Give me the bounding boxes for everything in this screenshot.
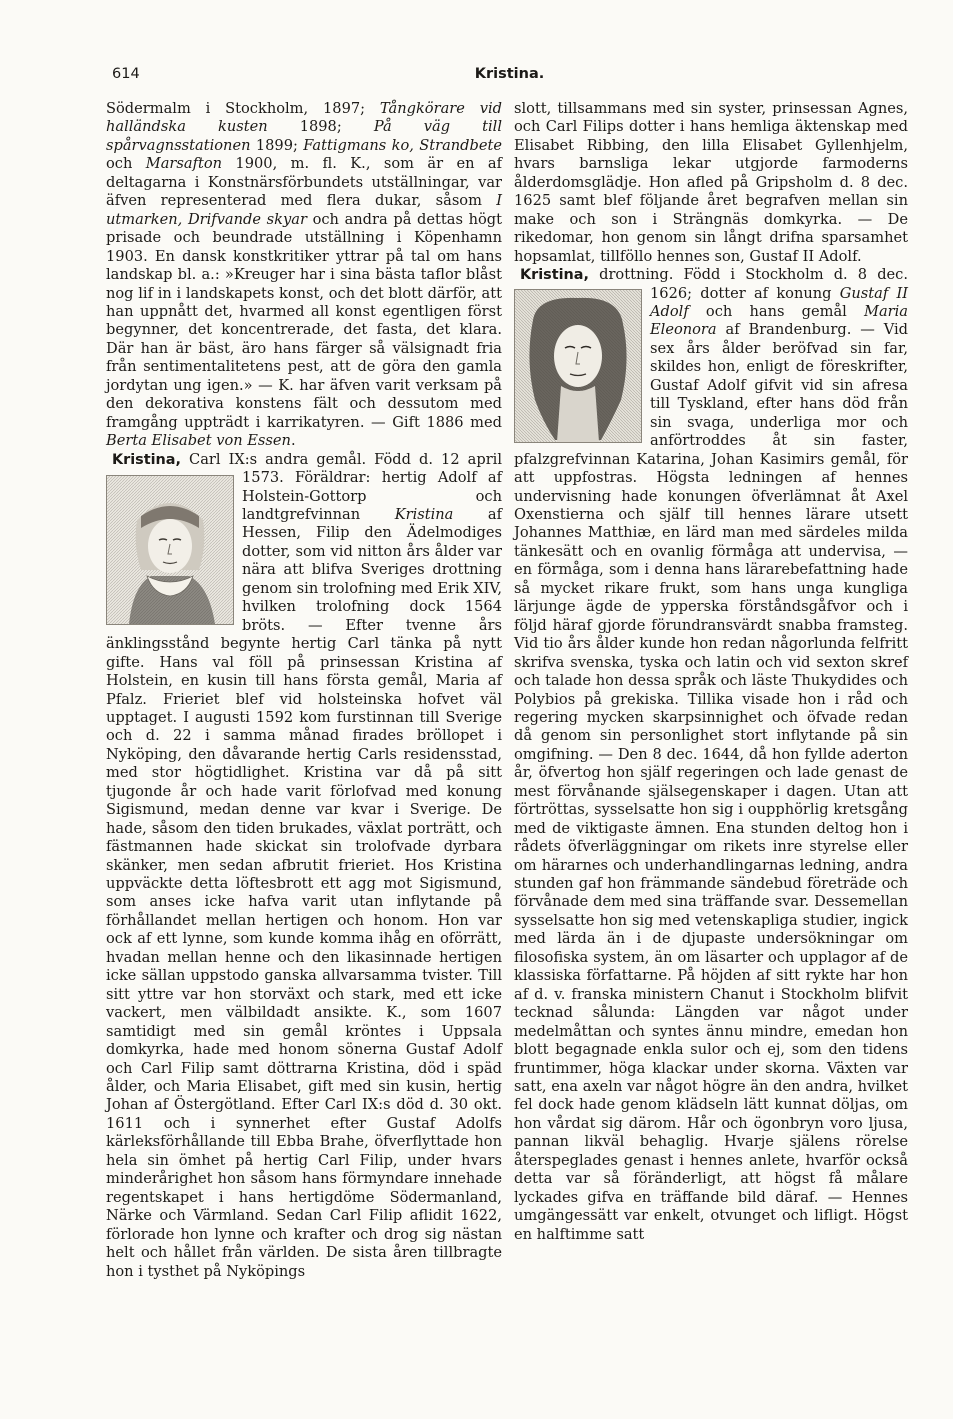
paragraph-kreuger-continuation: Södermalm i Stockholm, 1897; Tångkörare vid halländska kusten 1898; På väg till spårvagnsstationen 1899; Fattigmans ko, Strandbete och Marsafton 1900, m. fl. K., som är en af deltagarna i Konstnärsförbundets utställningar, var äfven representerad med flera dukar, såsom I utmarken, Drifvande skyar och andra på dettas högt prisade och beundrade utställning i Köpenhamn 1903. En dansk konstkritiker yttrar på tal om hans landskap bl. a.: »Kreuger har i sina bästa taflor blåst nog lif in i landskapets konst, och det blott därför, att han uppnått det, hvarmed all konst egentligen först begynner, det koncentrerade, det fasta, det klara. Där han är bäst, äro hans färger så välsignadt fria från sentimentalitetens pest, att de göra den gamla jordytan ung igen.» — K. har äfven varit verksam på den dekorativa konstens fält och dessutom med framgång uppträdt i karrikatyren. — Gift 1886 med Berta Elisabet von Essen. xyxy=(106,100,503,450)
paragraph-kristina-queen-consort-continuation: slott, tillsammans med sin syster, prinsessan Agnes, och Carl Filips dotter i hans hemliga äktenskap med Elisabet Ribbing, den lilla Elisabet Gyllenhjelm, hvars barnsliga lekar utgjorde farmoderns ålderdomsglädje. Hon afled på Gripsholm d. 8 dec. 1625 samt blef följande året begrafven mellan sin make och son i Strängnäs domkyrka. — De rikedomar, hon genom sin långt drifna sparsamhet hopsamlat, tillföllo hennes son, Gustaf II Adolf. xyxy=(514,100,908,265)
entry-headword: Kristina, xyxy=(520,267,589,284)
page-number: 614 xyxy=(112,66,140,82)
entry-kristina-queen-consort: Kristina, Carl IX:s andra gemål. Född d. 12 april 1573. Föräldrar: hertig Adolf af Holstein-Gottorp och landtgrefvinnan Kristina af Hessen, Filip den Ädelmodiges dotter, som vid nitton års ålder var nära att blifva Sveriges drottning genom sin trolofning med Erik XIV, hvilken trolofning dock 1564 bröts. — Efter tvenne års änklingsstånd begynte hertig Carl tänka på nytt gifte. Hans val föll på prinsessan Kristina af Holstein, en kusin till hans första gemål, Maria af Pfalz. Frieriet blef vid holsteinska hofvet väl upptaget. I augusti 1592 kom furstinnan till Sverige och d. 22 i samma månad firades bröllopet i Nyköping, den dåvarande hertig Carls residensstad, med stor högtidlighet. Kristina var då på sitt tjugonde år och hade varit förlofvad med konung Sigismund, medan denne var kvar i Sverige. De hade, såsom den tiden brukades, växlat porträtt, och fästmannen hade skickat sin trolofvade dyrbara skänker, men sedan afbrutit frieriet. Hos Kristina uppväckte detta löftesbrott ett agg mot Sigismund, som anses icke hafva varit utan inflytande på förhållandet mellan hertigen och honom. Hon var ock af ett lynne, som kunde komma ihåg en oförrätt, hvadan mellan henne och den likasinnade hertigen icke sällan uppstodo ganska allvarsamma tvister. Till sitt yttre var hon storväxt och stark, med ett icke vackert, men välbildadt ansikte. K., som 1607 samtidigt med sin gemål kröntes i Uppsala domkyrka, hade med honom sönerna Gustaf Adolf och Carl Filip samt döttrarna Kristina, död i späd ålder, och Maria Elisabet, gift med sin kusin, hertig Johan af Östergötland. Efter Carl IX:s död d. 30 okt. 1611 och i synnerhet efter Gustaf Adolfs kärleksförhållande till Ebba Brahe, öfverflyttade hon hela sin ömhet på hertig Carl Filip, under hvars minderårighet hon såsom hans förmyndare innehade regentskapet i hans hertigdöme Södermanland, Närke och Värmland. Sedan Carl Filip aflidit 1622, förlorade hon lynne och krafter och drog sig nästan helt och hållet från världen. De sista åren tillbragte hon i tysthet på Nyköpings xyxy=(106,450,503,1280)
entry-headword: Kristina, xyxy=(112,451,181,468)
right-column xyxy=(514,100,908,1244)
entry-kristina-queen: Kristina, drottning. Född i Stockholm d. 8 dec. 1626; dotter af konung Gustaf II Adolf och hans gemål Maria Eleonora af Brandenburg. — Vid sex års ålder beröfvad sin far, skildes hon, enligt de föreskrifter, Gustaf Adolf gifvit vid sin afresa till Tyskland, efter hans död från sin svaga, underliga mor och anförtroddes åt sin faster, pfalzgrefvinnan Katarina, Johan Kasimirs gemål, för att uppfostras. Högsta ledningen af hennes undervisning hade konungen öfverlämnat åt Axel Oxenstierna och själf till hennes lärare utsett Johannes Matthiæ, en lärd man med särdeles milda tänkesätt och en ovanlig förmåga att undervisa, — en förmåga, som i denna hans lärarebefattning hade så mycket rikare frukt, som hans unga kungliga lärjunge ägde de ypperska förståndsgåfvor och i följd häraf gjorde förundransvärdt snabba framsteg. Vid tio års ålder kunde hon redan någorlunda felfritt skrifva svenska, tyska och latin och vid sexton skref och talade hon dessa språk och läste Thukydides och Polybios på grekiska. Tillika visade hon i råd och regering mycken skarpsinnighet och öfvade redan då genom sin personlighet stort inflytande på sin omgifning. — Den 8 dec. 1644, då hon fyllde aderton år, öfvertog hon själf regeringen och lade genast de mest förvånande själsegenskaper i dagen. Utan att förtröttas, sysselsatte hon sig i oupphörlig kretsgång med de viktigaste ämnen. Ena stunden deltog hon i rådets öfverläggningar om rikets inre styrelse eller om härarnes och underhandlingarnas ledning, andra stunden gaf hon främmande sändebud företräde och förvånade dem med sina träffande svar. Dessemellan sysselsatte hon sig med vetenskapliga studier, ingick med lärda än i de djupaste undersökningar om filosofiska system, än om läsarter och upplagor af de klassiska författarne. På höjden af sitt rykte har hon af d. v. franska ministern Chanut i Stockholm blifvit tecknad sålunda: Längden var något under medelmåttan och syntes ännu mindre, emedan hon blott begagnade enkla sulor och ej, som den tidens fruntimmer, höga klackar under skorna. Växten var satt, ena axeln var något högre än den andra, hvilket fel dock hade genom klädseln lätt kunnat döljas, om hon vårdat sig därom. Hår och ögonbryn voro ljusa, pannan likväl behaglig. Hvarje själens rörelse återspeglades genast i hennes anlete, hvarför också detta var så föränderligt, att högst få målare lyckades gifva en träffande bild däraf. — Hennes umgängessätt var enkelt, otvunget och lifligt. Högst en halftimme satt xyxy=(514,266,908,1243)
portrait-image xyxy=(514,289,642,443)
running-head: Kristina. xyxy=(474,66,545,82)
left-column xyxy=(106,100,502,1281)
portrait-image xyxy=(106,475,234,625)
page-header xyxy=(112,66,907,88)
